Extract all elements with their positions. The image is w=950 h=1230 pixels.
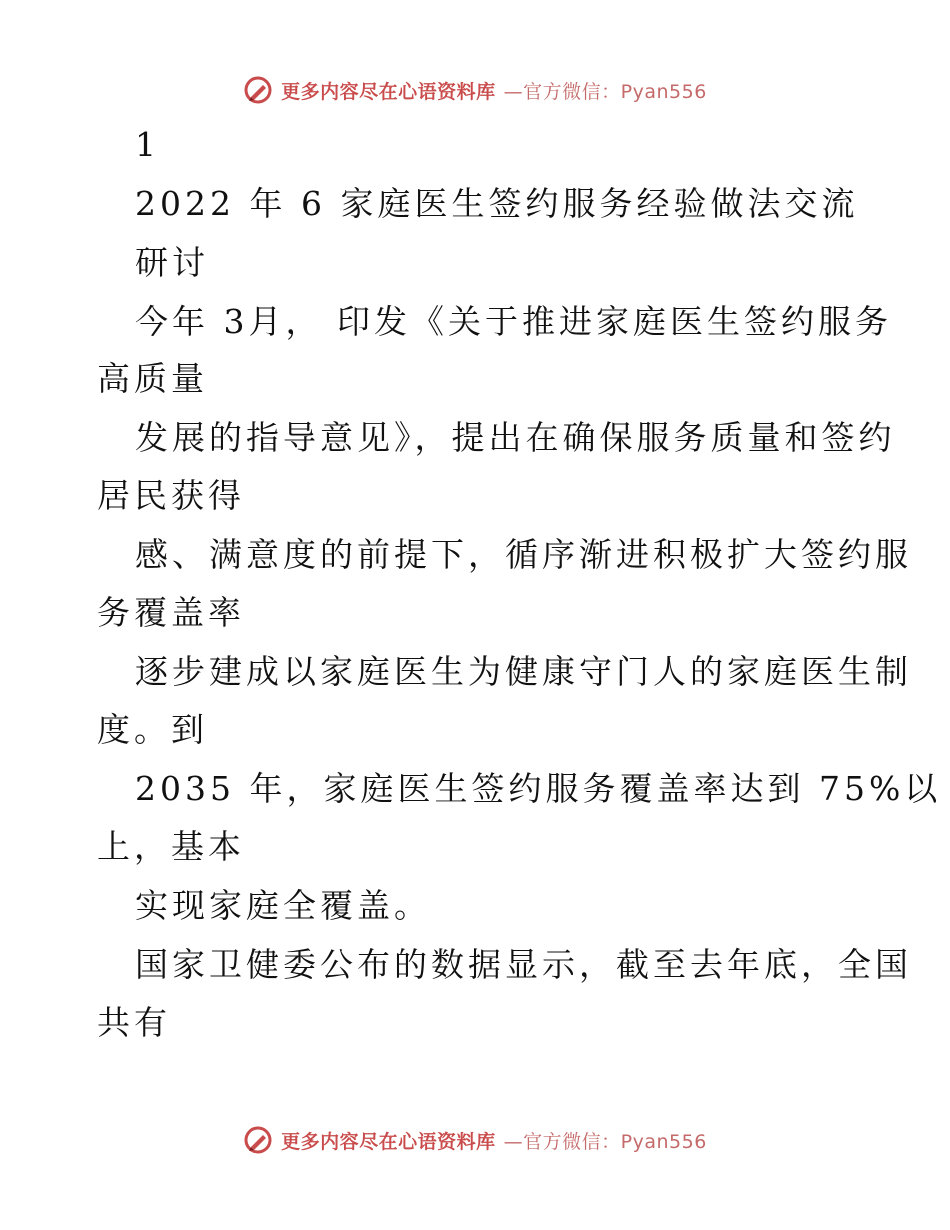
watermark-main-text: 更多内容尽在心语资料库 [281,1130,496,1153]
doc-line: 居民获得 [97,476,245,515]
doc-line: 国家卫健委公布的数据显示，截至去年底，全国 [135,945,912,984]
doc-line: 今年 3月， 印发《关于推进家庭医生签约服务 [135,302,892,341]
doc-line: 研讨 [135,243,209,282]
doc-line: 2022 年 6 家庭医生签约服务经验做法交流 [135,184,859,223]
doc-line: 2035 年，家庭医生签约服务覆盖率达到 75%以 [135,769,942,808]
doc-line: 发展的指导意见》，提出在确保服务质量和签约 [135,418,896,457]
doc-line: 度。到 [97,710,208,749]
footer-watermark [0,1120,950,1160]
watermark-sub-text: —官方微信：Pyan556 [503,1130,707,1153]
doc-line: 感、满意度的前提下，循序渐进积极扩大签约服 [135,535,912,574]
pen-logo-icon [243,75,273,105]
doc-line: 务覆盖率 [97,593,245,632]
watermark-main-text: 更多内容尽在心语资料库 [281,80,496,103]
header-watermark [0,70,950,110]
doc-line: 1 [135,125,160,164]
watermark-sub-text: —官方微信：Pyan556 [503,80,707,103]
doc-line: 逐步建成以家庭医生为健康守门人的家庭医生制 [135,652,912,691]
doc-line: 实现家庭全覆盖。 [135,886,431,925]
pen-logo-icon [243,1125,273,1155]
doc-line: 高质量 [97,359,208,398]
doc-line: 上，基本 [97,827,245,866]
doc-line: 共有 [97,1003,171,1042]
